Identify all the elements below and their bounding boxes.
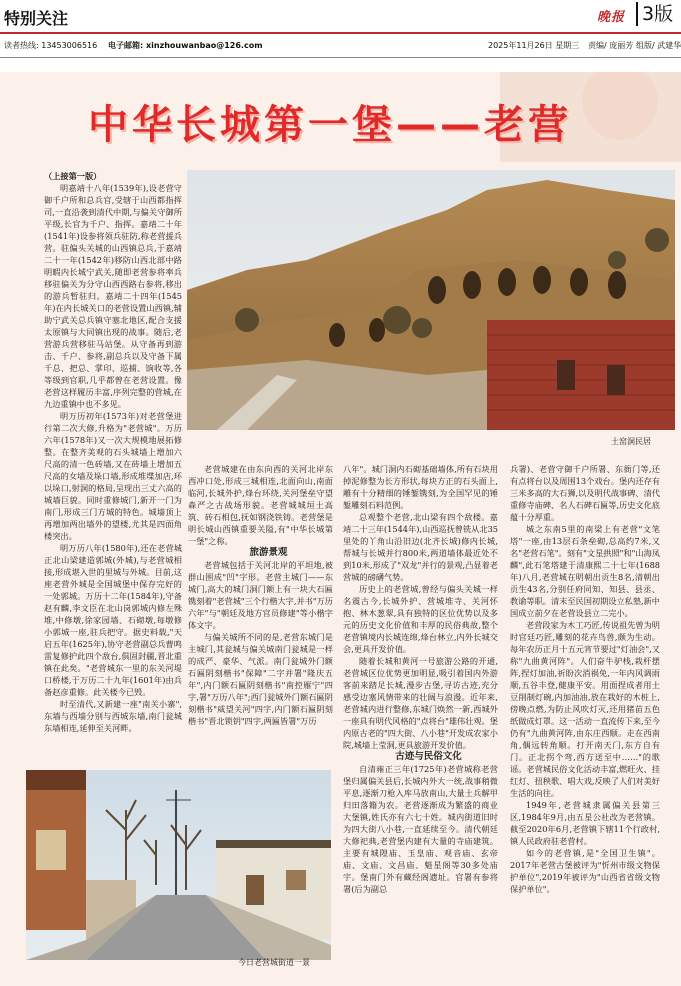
paragraph: 明万历初年(1573年)对老营堡进行第二次大修,升格为"老营城"。万历六年(1578年)又一次大规模地展拓修整。在整齐美观的石头城墙上增加六尺高的清一色砖墙,又在砖墙上增加五尺高的女墙及垛口墙,形成堆堞加店,环以垛口,射洞的格局,呈现出三丈六高的城墙巨貌。同时重修城门,新开一门为南门,形成三门方城的特色。城墙顶上再增加两出墙外的望楼,尤其是四面角楼突出。 — [44, 411, 182, 541]
paragraph: 兵署)、老营守御千户所署、东衙门等,还有点将台以及周围13个戏台。堡内还存有三米多高的大石狮,以及明代战事碑、清代重修寺庙碑、名人石碑石匾等,历史文化底蕴十分厚重。 — [510, 464, 660, 522]
paragraph: 1949年,老营城隶属偏关县第三区,1984年9月,由五星公社改为老营镇。截至2020年6月,老营镇下辖11个行政村,镇人民政府驻老营村。 — [510, 800, 660, 846]
paragraph: 历史上的老营城,曾经与偏头关城一样名震古今,长城外护、营城堆寺、关河怀抱、林木葱翠,具有独特的区位优势以及多元的历史文化价值和丰厚的民俗典故,整个老营镇境内长城连绵,烽台林立,内外长城交会,更具开发价值。 — [343, 584, 498, 654]
paragraph: 城之东南5里的南梁上有老营"文笔塔"一座,由13层石条垒砌,总高约7米,又名"老营石笔"。刻有"文星拱照"和"山海凤麟",此石笔塔建于清康熙二十七年(1688年)八月,老营城在明朝出贡生8名,清朝出贡生43名,分别任府同知、知县、县丞、教谕等职。清末至民国初期设立私塾,新中国成立前夕在老营设县立二完小。 — [510, 524, 660, 618]
subheading-heritage: 古迹与民俗文化 — [395, 751, 462, 762]
article-column-3 — [343, 463, 498, 895]
subheading-tourism: 旅游景观 — [249, 547, 288, 558]
paragraph: 随着长城和黄河一号旅游公路的开通,老营城区位优势更加明显,吸引着国内外游客前来踏足长城,漫步古堡,寻访古迹,充分感受边塞风情带来的壮阔与浪漫。近年来,老营城内进行整修,东城门焕然一新,西城外一座具有明代风格的"点将台"雄伟壮观。堡内原古老的"四大街、八小巷"开发成农家小院,城墙上莹洞,更具旅游开发价值。 — [343, 656, 498, 750]
paragraph: 自清雍正三年(1725年)老营城称老营堡归属偏关县后,长城内外大一统,战事稍微平息,逐渐刀枪入库马放南山,大量土兵解甲归田落籍为农。老营逐渐成为繁盛的商业大堡镇,姓氏亦有六七十姓。城内街道旧时为四大街八小巷,一直延续至今。清代朝廷大修祀典,老营堡内建有大量的寺庙建筑。主要有城隍庙、玉皇庙、观音庙、玄帝庙、文庙、文昌庙、魁星阁等30多处庙宇。堡南门外有藏经阁遗址。官署有参将署(后为副总 — [343, 764, 498, 894]
article-column-2 — [188, 463, 333, 727]
paragraph: 总观整个老营,北山梁有四个敌楼。嘉靖二十三年(1544年),山西巡抚曾铣从北35里处的丫角山沿旧边(北齐长城)修内长城,帮城与长城并行800米,两道墙体最近处不到10米,形成了"双龙"并行的景观,凸显着老营城的磅礴气势。 — [343, 512, 498, 582]
page-header — [0, 0, 681, 58]
paragraph: 明嘉靖十八年(1539年),设老营守御千户所和总兵官,受辖于山西都指挥司,一直沿袭到清代中期,与偏关守御所平级,长官为千户、指挥。嘉靖二十年(1541年)设参将领兵驻防,称老营援兵营。驻偏头关城的山西镇总兵,于嘉靖二十一年(1542年)移防山西北部中路明暇内长城宁武关,随即老营参将率兵移驻偏关为分守山西西路右参将,移出的游兵暂驻归。嘉靖二十四年(1545年)在内长城关口的老营设置山西镇,辅助宁武关总兵镇守塞北地区,配合支援太原镇与大同镇出现的战事。随后,老营游兵营移驻马站堡。从守备再到游击、千户、参将,副总兵以及守备下属千总、把总、掌印、巡捕、饷收等,各等级到官职,几乎都曾在老营设置。像老营这样履历丰富,序列完整的营城,在九边重镇中也不多见。 — [44, 183, 182, 409]
street-photo-caption: 今日老营城街道一景 — [238, 958, 310, 967]
page-number: 3版 — [636, 2, 673, 26]
issue-date: 2025年11月26日 星期三 — [488, 41, 580, 50]
cave-photo-caption: 土窑洞民居 — [611, 437, 651, 446]
cave-dwellings-photo — [187, 170, 675, 430]
designer-credit: 组版/ 武建华 — [636, 41, 681, 50]
editor-credit: 责编/ 庞丽芳 — [588, 41, 634, 50]
paragraph: 老营段家为木工巧匠,传说祖先曾为明时官廷巧匠,雕刻的花卉鸟兽,颇为生动。每年农历正月十五元宵节要过"灯油会",又称"九曲黄河阵"。人们奋牛驴栈,栽杆摆阵,捏灯加油,祈盼次消祸免,一年内风调雨顺,五谷丰登,健康平安。用面捏成者用土豆削制灯碗,内加油油,放在栽好的木桩上,傍晚点燃,为防止风吹灯灭,还用猪苗五色纸做成灯罩。这一活动一直流传下来,至今仍有"九曲黄河阵,由东庄西顺。走在西南角,偶远转角顺。打开南天门,东方自有门。正北拐个弯,西方送至中……"的歌谣。老营城民俗文化活动丰富,燃旺火、挂红灯、扭秧歌、唱大戏,反映了人们对美好生活的向往。 — [510, 620, 660, 798]
newspaper-logo: 晚报 — [597, 10, 626, 25]
paragraph: 与偏关城所不同的是,老营东城门是主城门,其瓮城与偏关城南门瓮城是一样的成严、豪华、气派。南门瓮城外门额石匾阴刻楷书"保障"二字并署"隆庆五年",内门额石匾阴刻楷书"南控雁宁"四字,署"万历八年";西门瓮城外门额石匾阴刻楷书"威望关河"四字,内门额石匾阴刻楷书"晋北锁钥"四字,两匾皆署"万历 — [188, 632, 333, 726]
article-headline: 中华长城第一堡——老营 — [88, 102, 572, 148]
reader-hotline: 读者热线: 13453006516 — [4, 41, 98, 50]
paragraph: 如今的老营镇,是"全国卫生镇"。2017年老营古堡被评为"忻州市级文物保护单位",2019年被评为"山西省省级文物保护单位"。 — [510, 848, 660, 894]
email-address: 电子邮箱: xinzhouwanbao@126.com — [108, 41, 263, 50]
paragraph: 老营城建在由东向西的关河北岸东西冲口处,形成三城相连,北面向山,南面临河,长城外护,烽台环绕,关河堡垒守望森严之古战场形貌。老营城城垣土高筑、砖石相包,抚如钢浇铁铸。老营堡是明长城山西镇重要关隘,有"中华长城第一堡"之称。 — [188, 464, 333, 546]
section-title: 特别关注 — [4, 9, 69, 28]
article-column-4 — [510, 463, 660, 895]
street-scene-photo — [26, 770, 331, 960]
paragraph: 八年"。城门洞内石砌基础墙体,所有石块用掉泥修整为长方形状,每块方正的石头面上,雕有十分精细的锤錾镌刻,为全国罕见的锤錾雕刻石料范例。 — [343, 464, 498, 510]
paragraph: 老营城包括于关河北岸的平坦地,被群山围成"凹"字形。老营主城门——东城门,高大的城门洞门额上有一块大石匾镌刻着"老营城"三个行楷大字,并书"万历六年"与"朝廷及地方官员修建"等小楷字体文字。 — [188, 560, 333, 630]
paragraph: 时至清代,又新建一座"南关小寨",东墙与西墙分别与西城东墙,南门瓮城东墙相连,延伸至关河畔。 — [44, 699, 182, 733]
paragraph: 明万历八年(1580年),还在老营城正北山梁建造郭城(外城),与老营城相接,形成堪入世的里城与外城。目前,这座老营外城是全国城堡中保存完好的一处郭城。万历十二年(1584年),守备赵有麟,李文臣在北山岗郭城内修左殊堆,中修墩,徐家园墙、石砌墩,每墩修小郭城一座,驻兵把守。据史料载,"天启五年(1625年),协守老营副总兵曹鸣雷复修护此四个敌台,俱固封疆,晋北重镇在此矣。"老营城东一里的东关河堤口桥楼,于万历二十九年(1601年)由兵备赵彦重修。此关楼今已毁。 — [44, 543, 182, 697]
info-bar — [4, 40, 681, 54]
continued-note: （上接第一版） — [44, 171, 102, 181]
article-column-1 — [44, 170, 182, 734]
header-rule — [0, 32, 681, 34]
header-divider — [0, 57, 681, 58]
